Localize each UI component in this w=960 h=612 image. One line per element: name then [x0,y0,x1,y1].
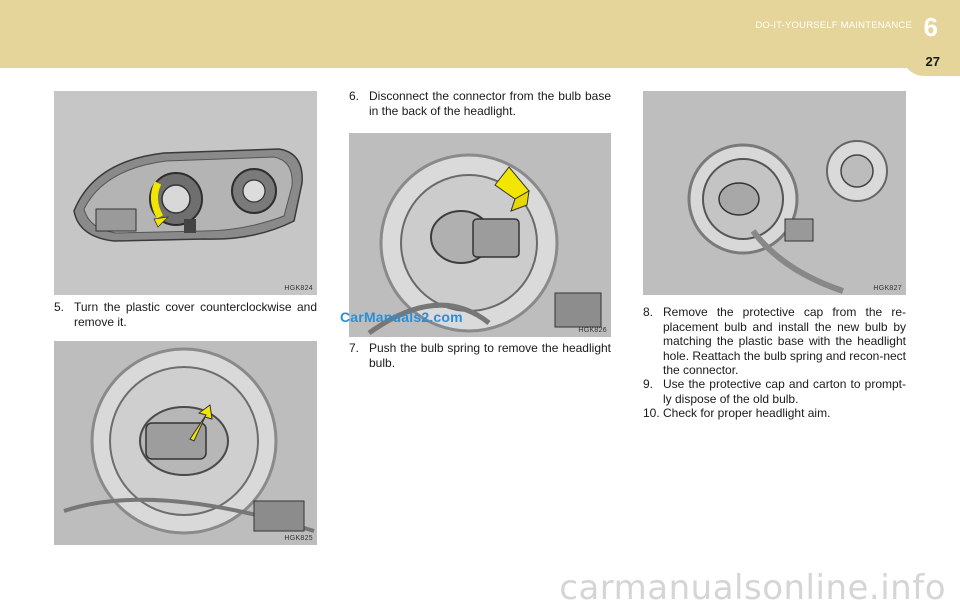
figure-connector [349,133,611,337]
connector-illustration [349,133,611,337]
figure-bulb-housing [54,341,317,545]
watermark-carmanualsonline: carmanualsonline.info [559,568,946,608]
step-text: Use the protective cap and carton to prompt-ly dispose of the old bulb. [663,377,906,406]
step-text: Check for proper headlight aim. [663,406,831,420]
figure-label: HGK827 [873,285,902,292]
headlight-assembly-illustration [54,91,317,295]
replacement-bulb-illustration [643,91,906,295]
step-number: 5. [54,300,65,314]
step-6 [349,89,611,118]
step-number: 10. [643,406,660,420]
step-number: 8. [643,305,654,319]
watermark-carmanuals2: CarManuals2.com [340,309,463,325]
chapter-number: 6 [923,12,938,42]
step-8 [643,305,906,378]
page-number: 27 [925,54,940,69]
step-9 [643,377,906,406]
step-text: Push the bulb spring to remove the headlight bulb. [369,341,611,370]
step-number: 9. [643,377,654,391]
header-band [0,0,960,68]
section-title: DO-IT-YOURSELF MAINTENANCE [755,20,912,31]
step-number: 7. [349,341,360,355]
step-text: Turn the plastic cover counterclockwise and remove it. [74,300,317,329]
figure-headlight-assembly [54,91,317,295]
bulb-housing-illustration [54,341,317,545]
figure-replacement-bulb [643,91,906,295]
step-text: Disconnect the connector from the bulb base in the back of the headlight. [369,89,611,118]
step-7 [349,341,611,370]
figure-label: HGK826 [578,327,607,334]
step-text: Remove the protective cap from the re-placement bulb and install the new bulb by matching the plastic base with the headlight hole. Reattach the bulb spring and recon-nect the connector. [663,305,906,377]
figure-label: HGK824 [284,285,313,292]
figure-label: HGK825 [284,535,313,542]
step-number: 6. [349,89,360,103]
step-10 [643,406,906,421]
step-5 [54,300,317,329]
